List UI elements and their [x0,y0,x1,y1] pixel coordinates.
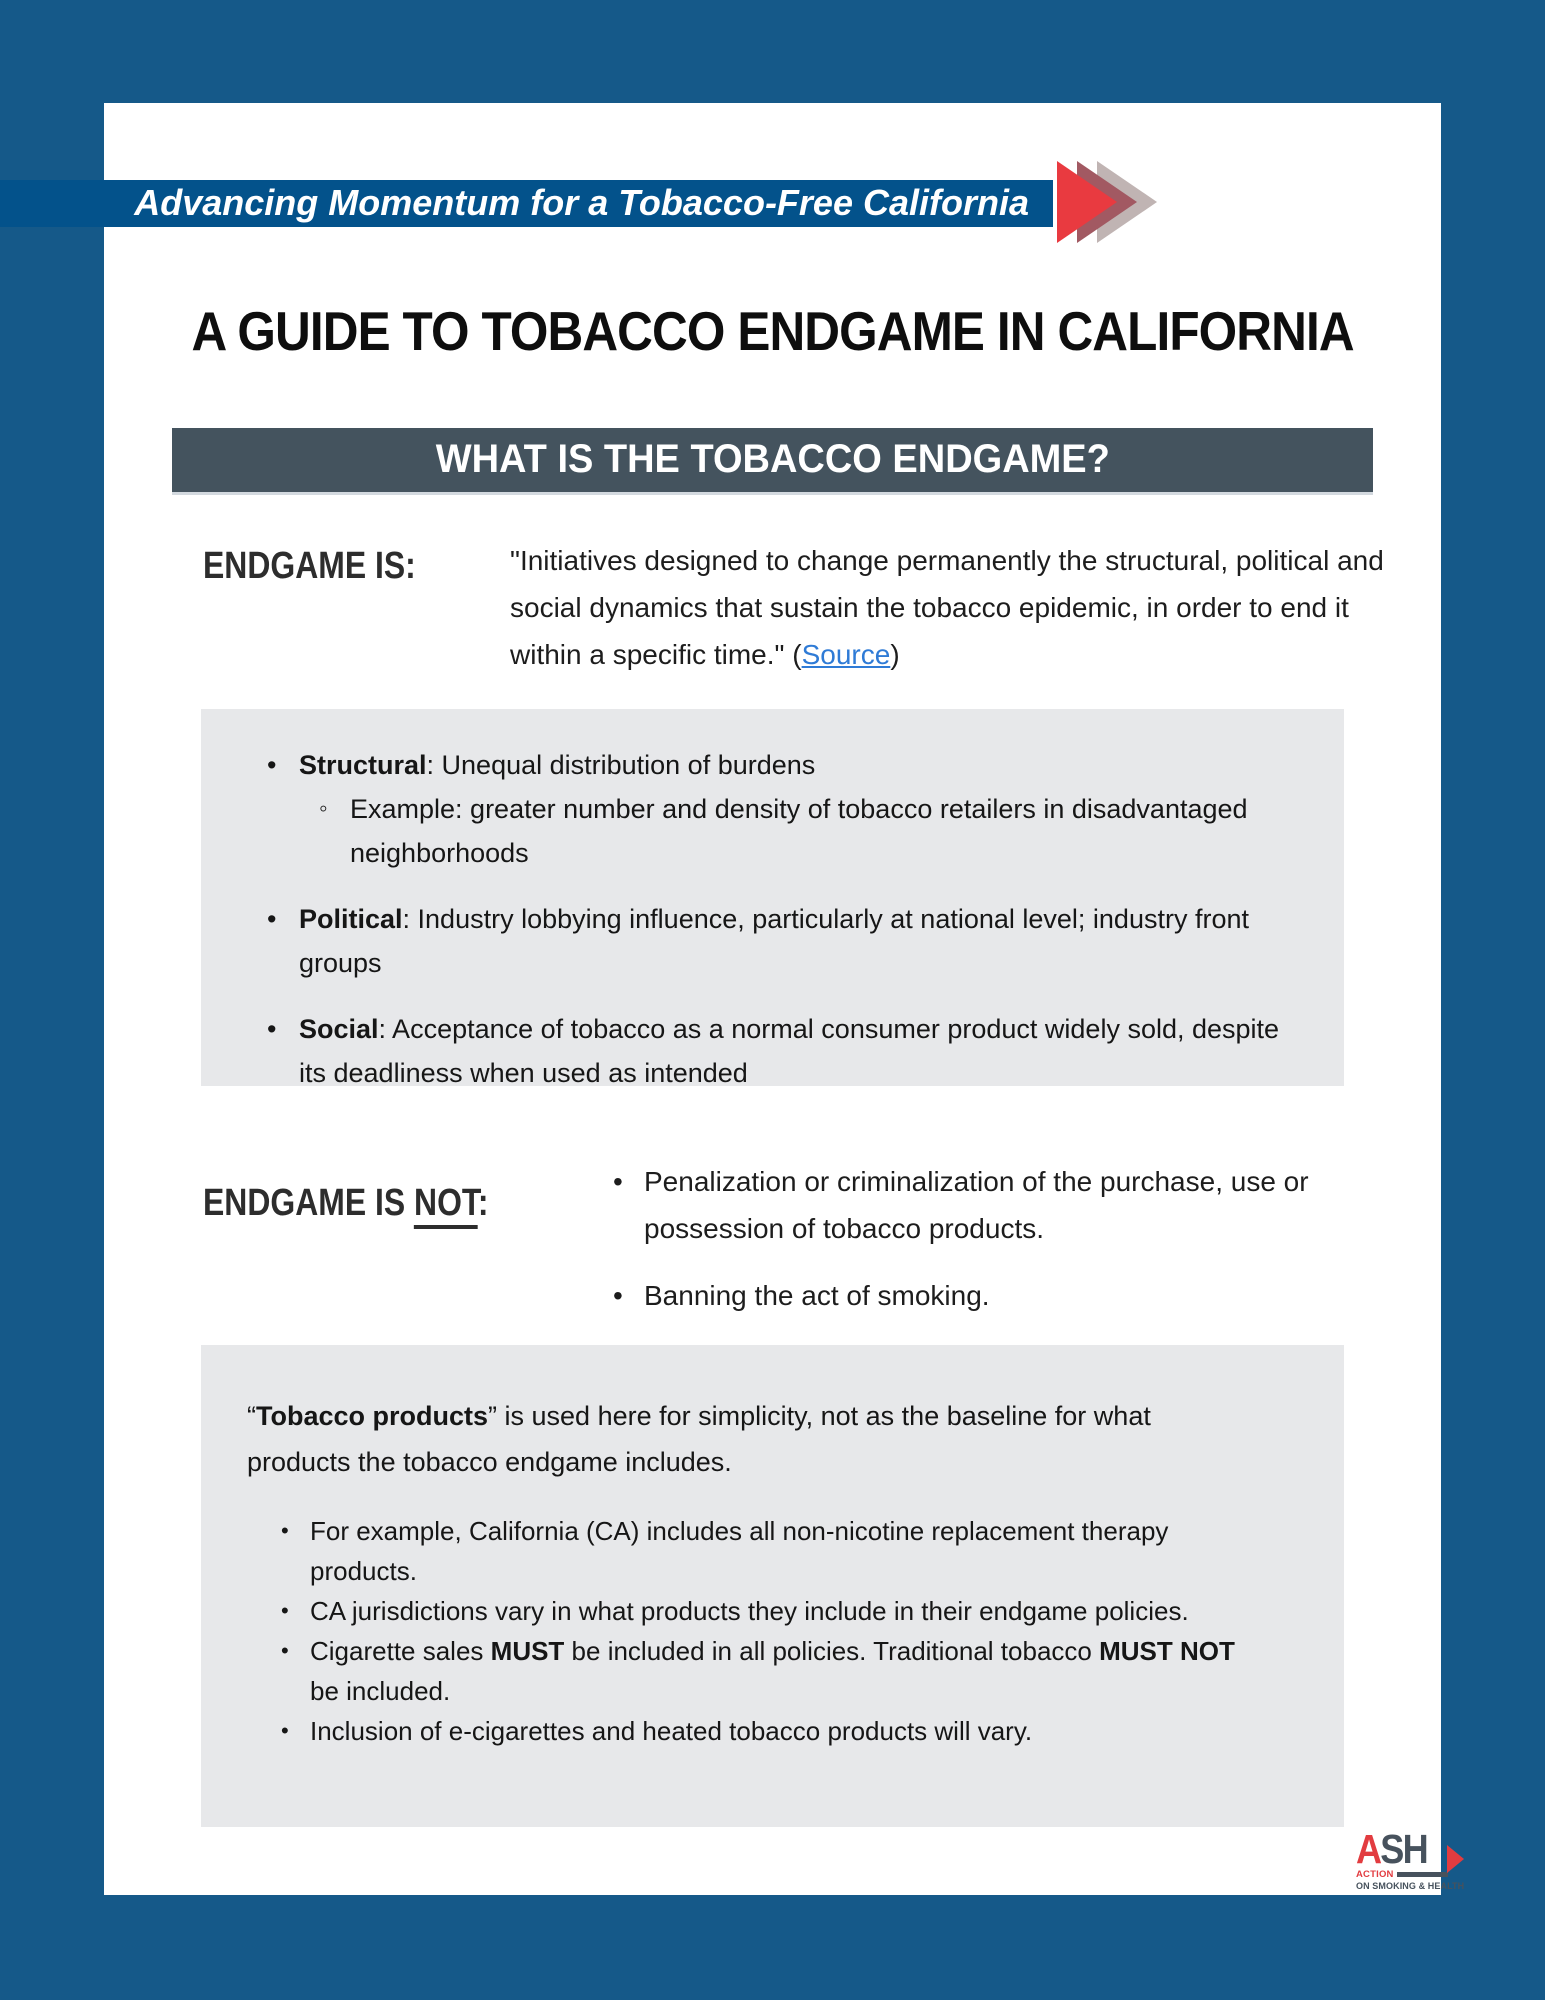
ash-logo-tagline: ON SMOKING & HEALTH [1356,1881,1465,1891]
list-item [247,1511,1247,1591]
ash-logo-letter-a: A [1356,1826,1381,1872]
endgame-is-not-list [575,1158,1350,1339]
bullet-bold-text: Social [299,1014,379,1044]
banner-text: Advancing Momentum for a Tobacco-Free California [134,182,1029,223]
list-item [575,1158,1350,1252]
dynamics-info-box [201,709,1344,1086]
list-item-sub [201,787,1304,875]
bullet-text: be included in all policies. Traditional tobacco [564,1636,1100,1666]
quote-close-paren: ) [890,639,900,670]
bullet-bold-text: Political [299,904,403,934]
bullet-bold-text: MUST NOT [1099,1636,1235,1666]
section-header-text: WHAT IS THE TOBACCO ENDGAME? [435,437,1110,481]
bullet-bold-text: MUST [490,1636,565,1666]
list-item [247,1631,1247,1711]
terminology-info-box [201,1345,1344,1827]
ash-logo-bar [1397,1872,1448,1877]
bullet-text: CA jurisdictions vary in what products they include in their endgame policies. [310,1596,1189,1626]
page-title-text: A GUIDE TO TOBACCO ENDGAME IN CALIFORNIA [191,300,1354,362]
bullet-text: Penalization or criminalization of the purchase, use or possession of tobacco products. [644,1166,1309,1244]
intro-bold-text: Tobacco products [256,1401,489,1431]
bullet-text: Cigarette sales [310,1636,491,1666]
ash-logo-action-text: ACTION [1356,1869,1394,1880]
bullet-text: : Acceptance of tobacco as a normal consumer product widely sold, despite its deadliness when used as intended [299,1014,1280,1088]
bullet-text: For example, California (CA) includes all non-nicotine replacement therapy products. [310,1516,1169,1586]
intro-text: ” is used here for simplicity, not as the baseline for what products the tobacco endgame includes. [247,1401,1151,1477]
intro-open-quote: “ [247,1401,256,1431]
dynamics-bullet-list [201,743,1304,1095]
endgame-is-not-label [203,1180,489,1226]
endgame-is-label [203,543,416,589]
quote-text: "Initiatives designed to change permanently the structural, political and social dynamics that sustain the tobacco epidemic, in order to end it within a specific time." ( [510,545,1384,670]
bullet-text: : Industry lobbying influence, particularly at national level; industry front groups [299,904,1249,978]
page-title [104,300,1441,362]
arrow-triangle-front-icon [1057,161,1117,243]
list-item [201,897,1304,985]
list-item [575,1272,1350,1319]
forward-arrows-icon [1057,161,1159,243]
ash-logo [1356,1826,1465,1893]
ash-logo-letters-sh: SH [1380,1826,1427,1872]
terminology-bullet-list [247,1511,1314,1751]
section-header-bar [172,428,1373,492]
ash-logo-arrow-icon [1447,1845,1464,1873]
list-item [201,743,1304,787]
top-banner [0,180,1053,227]
source-link[interactable]: Source [801,639,891,670]
endgame-is-not-suffix: : [477,1182,489,1224]
bullet-bold-text: Structural [299,750,427,780]
endgame-is-label-text: ENDGAME IS: [203,545,416,587]
bullet-text: be included. [310,1676,451,1706]
endgame-is-not-emphasis: NOT [414,1182,478,1229]
bullet-text: : Unequal distribution of burdens [426,750,816,780]
bullet-text: Inclusion of e-cigarettes and heated tobacco products will vary. [310,1716,1033,1746]
bullet-text: Example: greater number and density of tobacco retailers in disadvantaged neighborhoods [350,794,1248,868]
list-item [201,1007,1304,1095]
bullet-text: Banning the act of smoking. [644,1280,990,1311]
ash-logo-wordmark [1356,1826,1437,1872]
terminology-intro [247,1393,1257,1485]
endgame-definition-quote [510,537,1415,678]
list-item [247,1711,1247,1751]
list-item [247,1591,1247,1631]
endgame-is-not-prefix: ENDGAME IS [203,1182,415,1224]
